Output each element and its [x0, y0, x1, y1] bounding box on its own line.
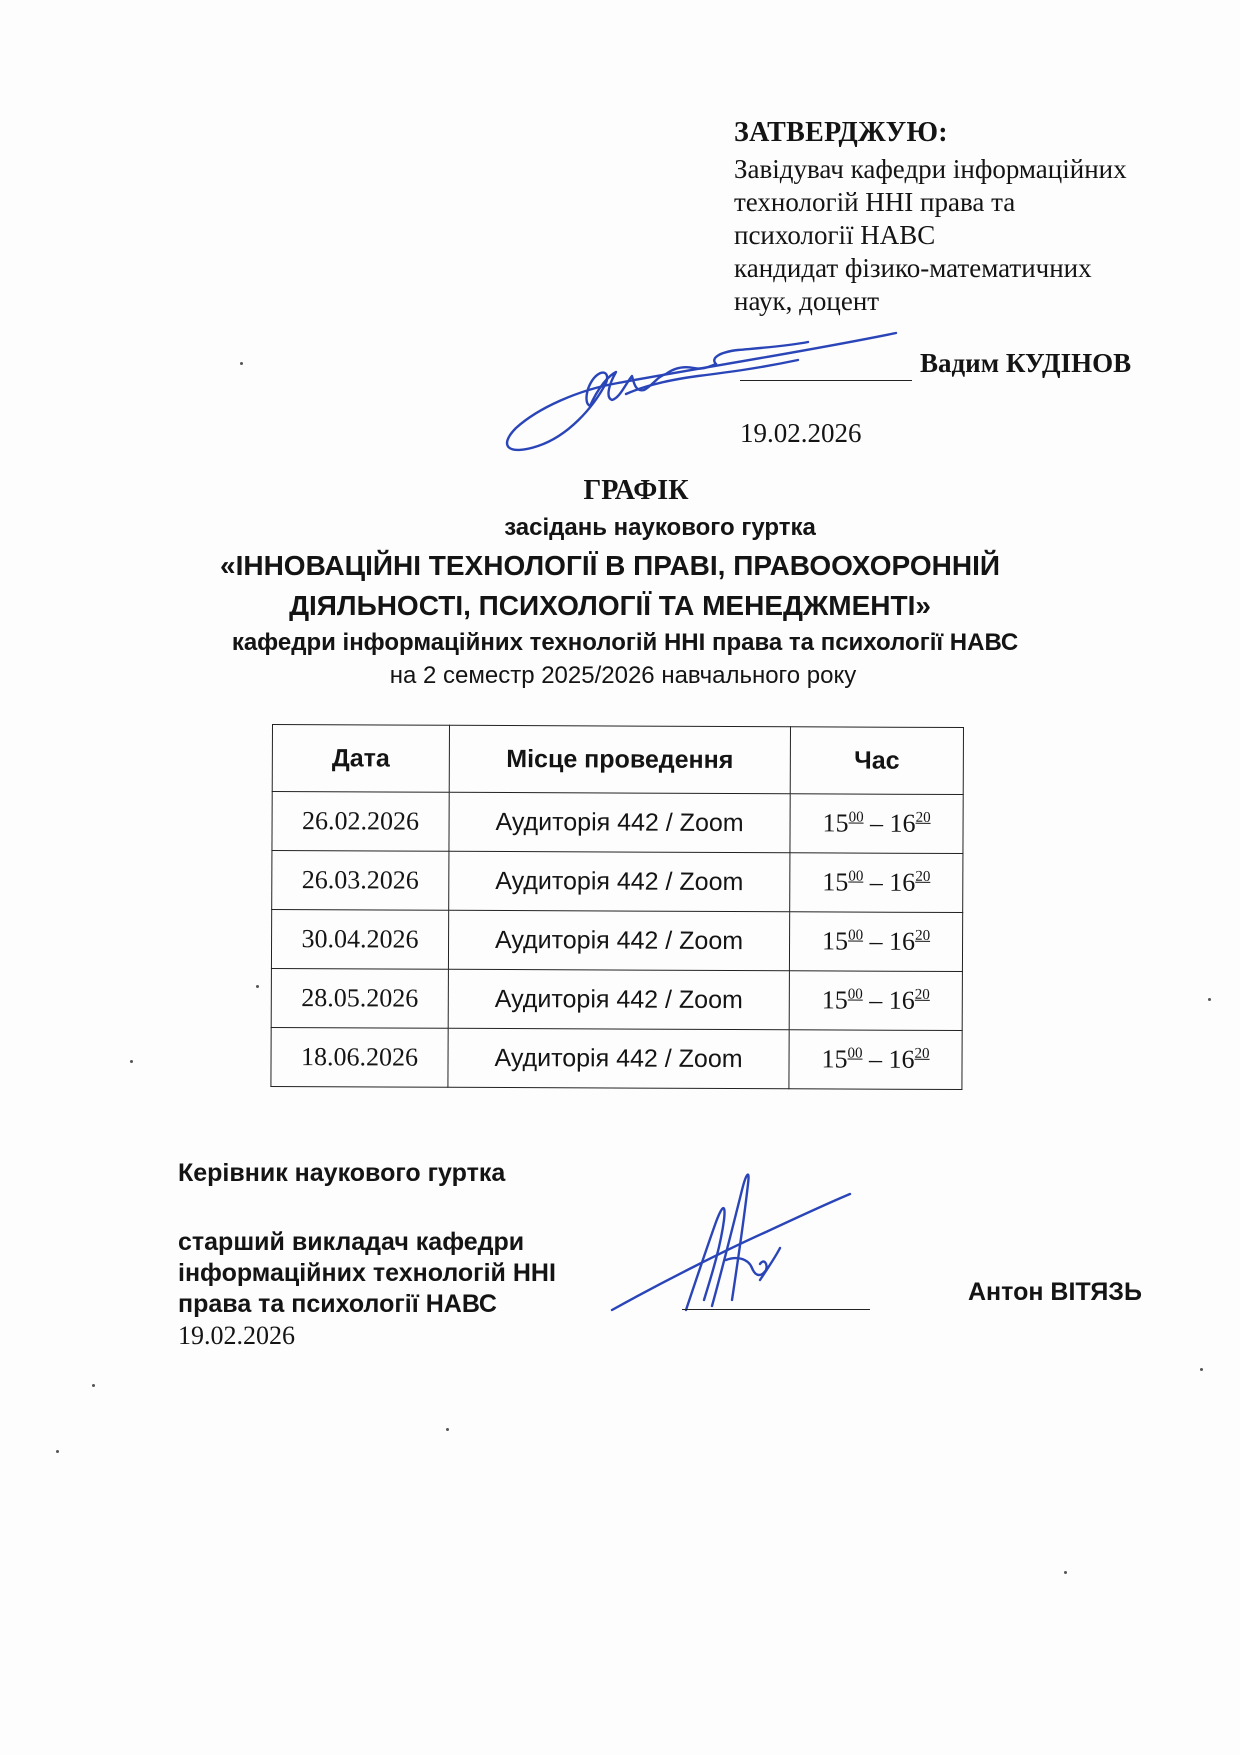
period-line: на 2 семестр 2025/2026 навчального року	[389, 662, 857, 689]
supervisor-line: старший викладач кафедри	[178, 1228, 525, 1256]
time-separator: –	[863, 867, 890, 897]
time-start-hour: 15	[822, 867, 849, 897]
time-start-hour: 15	[821, 985, 848, 1015]
document-title-block	[0, 472, 1240, 692]
time-start-minutes: 00	[847, 986, 863, 1003]
cell-place: Аудиторія 442 / Zoom	[449, 792, 790, 852]
document-title: ГРАФІК	[583, 475, 689, 506]
column-header-time: Час	[790, 727, 963, 795]
head-name: Вадим КУДІНОВ	[920, 348, 1132, 378]
schedule-table	[270, 724, 964, 1090]
scan-speck	[130, 1060, 133, 1063]
cell-time	[790, 853, 963, 913]
approval-date: 19.02.2026	[740, 418, 862, 448]
supervisor-line: інформаційних технологій ННІ	[178, 1259, 556, 1287]
time-end-hour: 16	[888, 985, 915, 1015]
table-row	[272, 792, 963, 854]
time-end-minutes: 20	[914, 1045, 930, 1062]
department-line: кафедри інформаційних технологій ННІ права та психології НАВС	[231, 629, 1019, 656]
supervisor-block	[178, 1158, 638, 1351]
cell-date: 26.02.2026	[272, 792, 449, 852]
time-end-minutes: 20	[915, 809, 931, 826]
scan-speck	[240, 362, 243, 365]
supervisor-signature-image	[606, 1160, 856, 1330]
supervisor-name: Антон ВІТЯЗЬ	[968, 1278, 1142, 1306]
column-header-place: Місце проведення	[449, 725, 790, 793]
cell-time	[789, 971, 962, 1031]
approval-block	[734, 116, 1214, 318]
time-start-hour: 15	[821, 926, 849, 956]
supervisor-line: права та психології НАВС	[178, 1290, 497, 1318]
approval-line: кандидат фізико-математичних	[734, 253, 1092, 283]
cell-place: Аудиторія 442 / Zoom	[448, 1028, 789, 1088]
circle-name-line2: ДІЯЛЬНОСТІ, ПСИХОЛОГІЇ ТА МЕНЕДЖМЕНТІ»	[289, 590, 931, 621]
time-start-minutes: 00	[848, 809, 864, 826]
time-end-minutes: 20	[915, 868, 931, 885]
scan-speck	[256, 985, 259, 988]
time-separator: –	[863, 808, 890, 838]
cell-time	[789, 1030, 962, 1090]
time-separator: –	[862, 926, 890, 956]
scan-speck	[1200, 1368, 1203, 1371]
supervisor-date: 19.02.2026	[178, 1321, 295, 1350]
scan-speck	[446, 1428, 449, 1431]
head-signature-row	[740, 344, 1220, 384]
time-end-hour: 16	[888, 926, 916, 956]
cell-date: 18.06.2026	[271, 1027, 448, 1087]
cell-place: Аудиторія 442 / Zoom	[448, 910, 789, 970]
cell-date: 30.04.2026	[271, 910, 448, 970]
cell-place: Аудиторія 442 / Zoom	[448, 969, 789, 1029]
time-end-hour: 16	[889, 808, 916, 838]
head-signature-line	[740, 380, 912, 381]
column-header-date: Дата	[272, 725, 449, 793]
time-end-minutes: 20	[914, 986, 930, 1003]
table-row	[271, 1027, 962, 1089]
time-start-minutes: 00	[847, 1045, 863, 1062]
time-start-hour: 15	[822, 808, 849, 838]
cell-time	[790, 794, 963, 854]
cell-date: 28.05.2026	[271, 968, 448, 1028]
table-header-row	[272, 725, 963, 795]
time-start-hour: 15	[821, 1044, 848, 1074]
approval-line: наук, доцент	[734, 286, 880, 316]
scan-speck	[1064, 1571, 1067, 1574]
scan-speck	[56, 1450, 59, 1453]
approval-line: психології НАВС	[734, 220, 936, 250]
supervisor-signature-line	[682, 1309, 870, 1310]
circle-name-line1: «ІННОВАЦІЙНІ ТЕХНОЛОГІЇ В ПРАВІ, ПРАВООХОРОННІЙ	[220, 550, 1000, 581]
cell-date: 26.03.2026	[272, 851, 449, 911]
approval-title: ЗАТВЕРДЖУЮ:	[734, 117, 948, 148]
supervisor-title: Керівник наукового гуртка	[178, 1159, 506, 1187]
approval-line: технологій ННІ права та	[734, 187, 1016, 217]
document-subtitle: засідань наукового гуртка	[504, 514, 816, 541]
cell-place: Аудиторія 442 / Zoom	[449, 851, 790, 911]
table-row	[271, 968, 962, 1030]
scan-speck	[1208, 998, 1211, 1001]
time-end-hour: 16	[889, 867, 916, 897]
cell-time	[789, 912, 962, 972]
table-row	[271, 910, 962, 972]
time-end-minutes: 20	[915, 927, 931, 944]
time-separator: –	[862, 1044, 889, 1074]
time-end-hour: 16	[888, 1044, 915, 1074]
time-separator: –	[862, 985, 889, 1015]
time-start-minutes: 00	[848, 868, 864, 885]
time-start-minutes: 00	[848, 927, 864, 944]
approval-line: Завідувач кафедри інформаційних	[734, 154, 1127, 184]
table-row	[272, 851, 963, 913]
scan-speck	[92, 1384, 95, 1387]
